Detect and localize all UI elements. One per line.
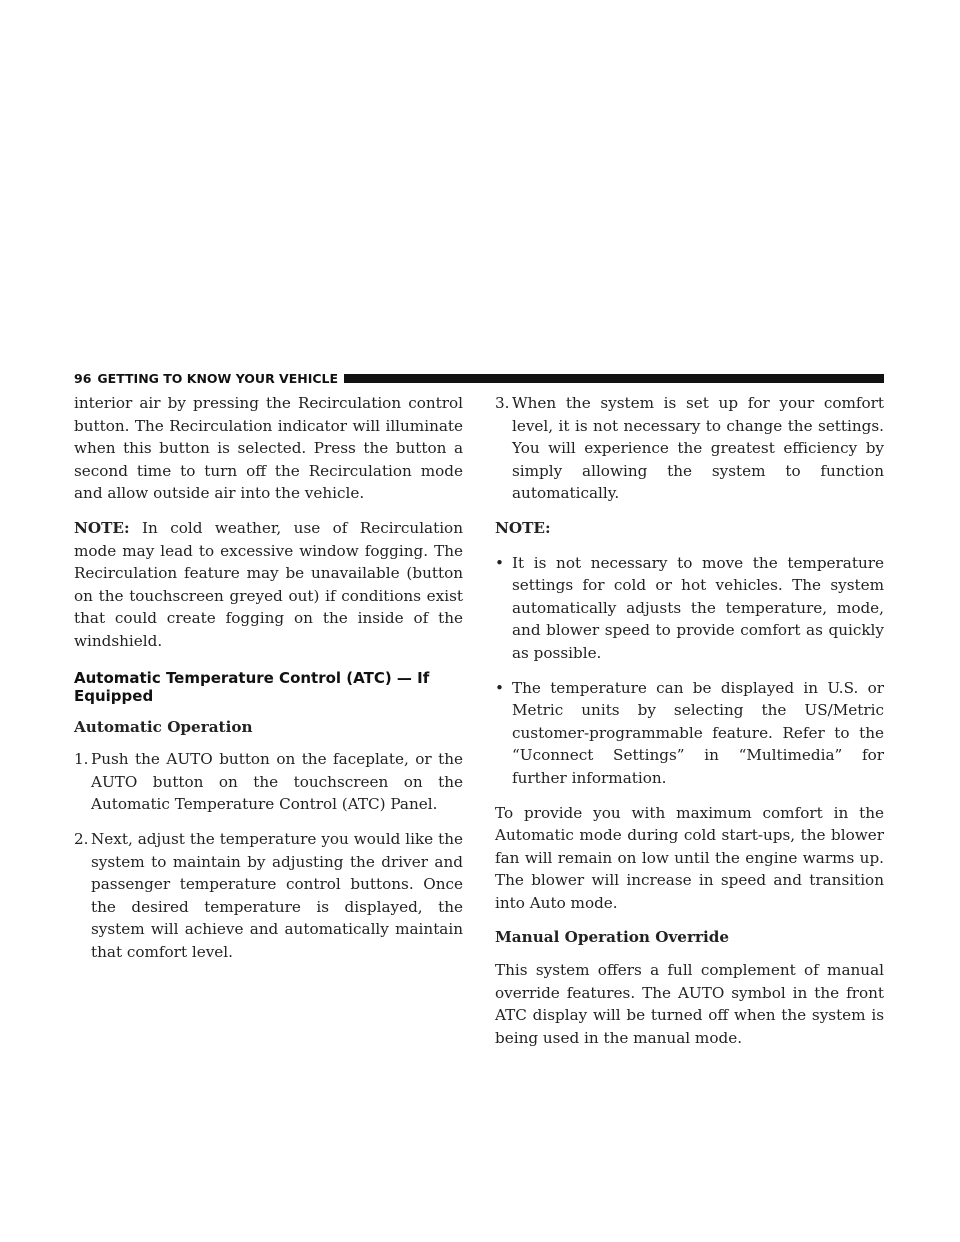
running-header	[74, 371, 344, 386]
step-text: Next, adjust the temperature you would like the system to maintain by adjusting the driver and passenger temperature control buttons. Once the desired temperature is displayed, the system will achieve and automatically maintain that comfort level.	[91, 829, 463, 961]
step-number: 1.	[74, 750, 89, 769]
section-heading: Automatic Temperature Control (ATC) — If Equipped	[74, 668, 430, 705]
note-label: NOTE:	[74, 518, 130, 537]
bullet-item	[495, 677, 884, 790]
step-text: When the system is set up for your comfort level, it is not necessary to change the settings. You will experience the greatest efficiency by simply allowing the system to function automatically.	[512, 394, 884, 503]
bullet-text: The temperature can be displayed in U.S. or Metric units by selecting the US/Metric customer-programmable feature. Refer to the “Uconnect Settings” in “Multimedia” for further information.	[512, 678, 884, 787]
automatic-operation-heading: Automatic Operation	[74, 717, 253, 736]
recirculation-note	[74, 517, 463, 653]
note-heading: NOTE:	[495, 518, 551, 537]
note-text: In cold weather, use of Recirculation mode may lead to excessive window fogging. The Recirculation feature may be unavailable (button on the touchscreen greyed out) if conditions exist that could create fogging on the inside of the windshield.	[74, 518, 463, 650]
manual-override-heading: Manual Operation Override	[495, 928, 730, 947]
section-title: GETTING TO KNOW YOUR VEHICLE	[97, 370, 339, 386]
manual-override-paragraph: This system offers a full complement of manual override features. The AUTO symbol in the front ATC display will be turned off when the system is being used in the manual mode.	[495, 961, 884, 1047]
step-number: 2.	[74, 829, 89, 848]
recirculation-paragraph: interior air by pressing the Recirculation control button. The Recirculation indicator will illuminate when this button is selected. Press the button a second time to turn off the Recirculation mode and allow outside air into the vehicle.	[74, 394, 463, 503]
right-column	[495, 392, 884, 1061]
step-item	[74, 828, 463, 964]
step-number: 3.	[495, 394, 510, 412]
bullet-icon: •	[495, 678, 504, 697]
step-item	[74, 748, 463, 816]
auto-mode-paragraph: To provide you with maximum comfort in the Automatic mode during cold start-ups, the blower fan will remain on low until the engine warms up. The blower will increase in speed and transition into Auto mode.	[495, 803, 884, 912]
left-column	[74, 392, 463, 975]
step-text: Push the AUTO button on the faceplate, or the AUTO button on the touchscreen on the Automatic Temperature Control (ATC) Panel.	[91, 750, 463, 814]
step-item	[495, 392, 884, 505]
header-rule	[344, 374, 884, 383]
bullet-icon: •	[495, 553, 504, 572]
bullet-text: It is not necessary to move the temperature settings for cold or hot vehicles. The system automatically adjusts the temperature, mode, and blower speed to provide comfort as quickly as possible.	[512, 553, 884, 662]
page-header	[74, 370, 884, 386]
bullet-item	[495, 552, 884, 665]
page-number: 96	[74, 370, 92, 386]
